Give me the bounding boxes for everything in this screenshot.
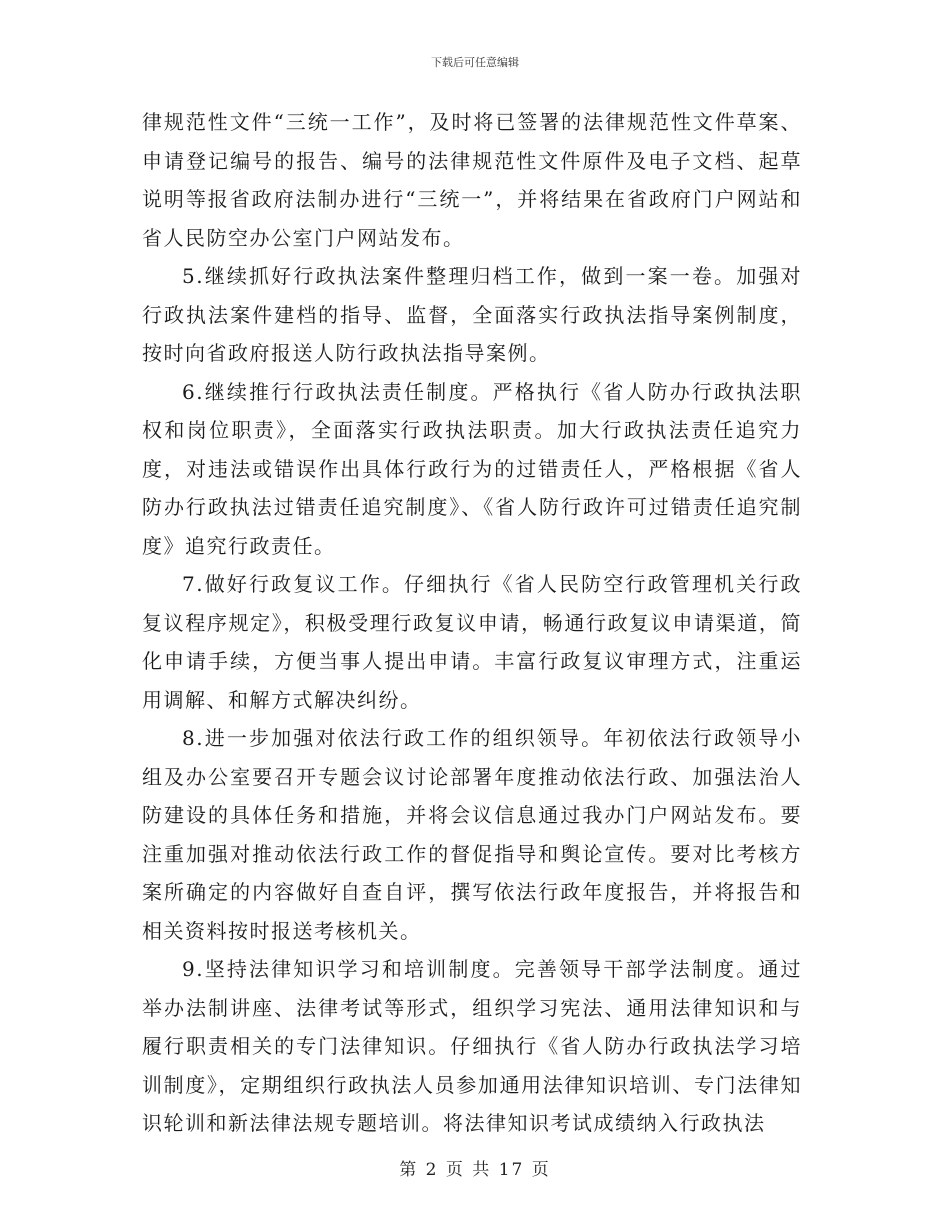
page-number-footer: 第 2 页 共 17 页 — [399, 1160, 551, 1180]
document-body — [142, 103, 802, 1143]
paragraph-item-5: 5.继续抓好行政执法案件整理归档工作，做到一案一卷。加强对行政执法案件建档的指导、监督，全面落实行政执法指导案例制度，按时向省政府报送人防行政执法指导案例。 — [142, 264, 802, 365]
paragraph-item-7: 7.做好行政复议工作。仔细执行《省人民防空行政管理机关行政复议程序规定》，积极受理行政复议申请，畅通行政复议申请渠道，简化申请手续，方便当事人提出申请。丰富行政复议审理方式，注重运用调解、和解方式解决纠纷。 — [142, 572, 802, 712]
page-header: 下载后可任意编辑 — [431, 56, 519, 69]
paragraph-item-8: 8.进一步加强对依法行政工作的组织领导。年初依法行政领导小组及办公室要召开专题会议讨论部署年度推动依法行政、加强法治人防建设的具体任务和措施，并将会议信息通过我办门户网站发布。要注重加强对推动依法行政工作的督促指导和舆论宣传。要对比考核方案所确定的内容做好自查自评，撰写依法行政年度报告，并将报告和相关资料按时报送考核机关。 — [142, 726, 802, 943]
paragraph-item-9: 9.坚持法律知识学习和培训制度。完善领导干部学法制度。通过举办法制讲座、法律考试等形式，组织学习宪法、通用法律知识和与履行职责相关的专门法律知识。仔细执行《省人防办行政执法学习培训制度》，定期组织行政执法人员参加通用法律知识培训、专门法律知识轮训和新法律法规专题培训。将法律知识考试成绩纳入行政执法 — [142, 957, 802, 1135]
paragraph-continuation: 律规范性文件“三统一工作”，及时将已签署的法律规范性文件草案、申请登记编号的报告、编号的法律规范性文件原件及电子文档、起草说明等报省政府法制办进行“三统一”，并将结果在省政府门户网站和省人民防空办公室门户网站发布。 — [142, 110, 802, 250]
paragraph-item-6: 6.继续推行行政执法责任制度。严格执行《省人防办行政执法职权和岗位职责》，全面落实行政执法职责。加大行政执法责任追究力度，对违法或错误作出具体行政行为的过错责任人，严格根据《省人防办行政执法过错责任追究制度》、《省人防行政许可过错责任追究制度》追究行政责任。 — [142, 379, 802, 558]
